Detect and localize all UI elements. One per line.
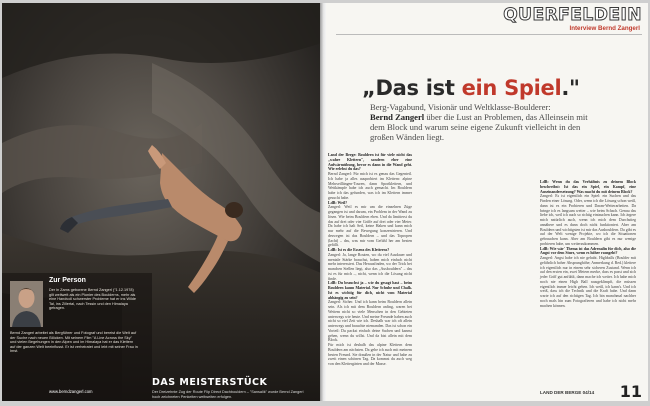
deck-line-2: über die Lust an Problemen, das Alleinsein mit dem Block und warum seine eigene Zukunft vielleicht in den großen Wänden liegt. (370, 112, 588, 142)
interview-answer: Zangerl: Ja, lange Routen, wo du viel Ausdauer und mentale Stärke brauchst, haben mich einfach nicht mehr interessiert. Das Herausfinden, wo der Trick bei manchen Stellen liegt, also das „Ausbouldern" – das ist es für mich –, nicht, wenn ich die Lösung nicht finde. (328, 252, 412, 281)
interview-answer: Für mich ist deshalb das alpine Klettern dem Bouldern am nächsten. Da gehe ich auch mit meinem besten Freund. Sie draußen in der Natur und habe zu zweit einen schönen Tag. Da kommst du auch weg von den Klettergärten und der Masse. (328, 343, 412, 366)
photo-caption (152, 377, 312, 399)
headline-part-start: „Das ist (362, 76, 462, 100)
deck-name: Bernd Zangerl (370, 112, 425, 122)
article-headline (362, 76, 580, 100)
footer-magazine-issue: LAND DER BERGE 04/14 (540, 390, 595, 395)
headline-part-end: ." (561, 76, 580, 100)
section-header (500, 3, 646, 33)
deck-line-1: Berg-Vagabund, Visionär und Weltklasse-Boulderer: (370, 102, 551, 112)
interview-answer: Bernd Zangerl: Für mich ist es genau das Gegenteil. Ich habe ja alles ausprobiert im Klettern: alpine Mehrseillängen-Touren, dann Sportklettern, und Wettkämpfe habe ich auch gemacht. Im Bouldern habe ich das gefunden, was ich im Klettern immer gesucht habe. (328, 172, 412, 200)
caption-title: DAS MEISTERSTÜCK (152, 377, 268, 388)
interview-column-1 (328, 153, 412, 367)
header-rule (336, 34, 642, 35)
bio-title: Zur Person (49, 277, 86, 284)
section-subtitle: Interview Bernd Zangerl (569, 25, 640, 32)
article-deck (370, 102, 602, 142)
bio-box (10, 279, 138, 397)
interview-question: LdB: Wenn du das Verhältnis zu deinem Block beschreibst: Ist das ein Spiel, ein Kampf, eine Auseinandersetzung? Was macht du mit deinem Block? (540, 180, 636, 194)
bio-portrait-photo (10, 281, 43, 327)
bio-text-body: Bernd Zangerl arbeitet als Bergführer und Fotograf und bereist die Welt auf der Suche nach neuen Blöcken. Mit seinem Film "A Line Across the Sky" und vielen Begehungen in den Alpen und im Himalaya hat er das Klettern auf der ganzen Welt beeinflusst. Er ist verheiratet und lebt mit seiner Frau in Imst. (10, 331, 138, 354)
headline-highlight: ein Spiel (461, 76, 562, 100)
interview-answer: Zangerl: Sicher. Und ich kann beim Bouldern allein sein. Als ich mit dem Bouldern anfing, waren bei Weitem nicht so viele Menschen in den Gebieten unterwegs wie heute. Und meine Freunde haben auch nicht so viel Zeit wie ich. Deshalb war ich oft allein unterwegs und brauchte niemanden. Das ist schon ein Vorteil: Du packst einfach deine Sachen und kannst gehen, wenn du willst. Und da bist allein mit dem Block. (328, 300, 412, 343)
page-footer (540, 384, 644, 400)
interview-answer: Zangerl: Es ist eigentlich ein Spiel: ein Suchen und das Finden einer Lösung. Oder, wenn ich die Lösung schon weiß, dann ist es ein Probieren und Daran-Weiterarbeiten. Da bringe ich es langsam weiter – wie beim Schach. Genau das liebe ich, weil ich auch so richtig eintauchen kann. Ich ärgere mich natürlich auch, wenn ich mich dem Durchstieg annähere und es dann doch nicht funktioniert. Aber am Bouldern und wichtigsten ist mir das Ausbouldern. Da gibt es auf der Welt wenige Projekte, wo ich die Situationen gebrauchen kann. Aber am Bouldern gibt es nur wenige probieren habe, um weiterzukommen. (540, 194, 636, 246)
right-page-interview (326, 3, 648, 401)
bio-website-link[interactable]: www.berndzangerl.com (49, 389, 93, 394)
left-page-photo-page (2, 3, 321, 401)
interview-question: LdB: Weil? (328, 200, 348, 205)
caption-text: Der Dreizehnte Zug der Route Flip Direct Dachbouldern – "Sansalik" wurde Bernd Zangerl hoch zeichneten Penkeiten weltweiten erfolgen. (152, 390, 304, 399)
interview-answer: Zangerl: Weil es mir um die einzelnen Züge gegangen ist und darum, ein Problem in der Wand zu lösen. Wie beim Bouldern eben. Und da limitierst du das auf drei oder vier Griffe auf drei oder vier Meter. Da habe ich halt Seil, keine Haken und kann mich nur mehr auf die Bewegung konzentrieren. Und deswegen ist das Bouldern – und das Topropen (lacht) – das, was mir vom Gefühl her am besten gefällt. (328, 205, 412, 248)
interview-question: LdB: Wie wär' Thema ist das Adrenalin für dich, also die Angst vor dem Sturz, wenn es höher rausgeht? (540, 246, 636, 256)
page-number: 11 (619, 382, 642, 401)
interview-answer: Zangerl: Angst habe ich nie gehabt. Highballs (Boulder mit gefährlich hoher Absprunghöhe; Anmerkung d. Red.) klettere ich eigentlich nur in einem sehr sicheren Zustand. Wenn ich auf den ersten ein, zwei Metern merke, dass es passt und sich jeder Griff gut anfühlt, dann mache ich weiter. Ich habe mich noch nie einen High Ball rausgeklimpft, die müssen eigentlich immer leicht gehen. Ich weiß, ich kann's. Und ich weiß, dass ich die Technik und die Kraft habe. Und dann warte ich auf den richtigen Tag. Ich bin manchmal nachher noch mals hin zum Fotografieren und habe ich nicht mehr machen können. (540, 256, 636, 308)
interview-question: LdB: Ist es die Essenz des Kletterns? (328, 248, 390, 252)
interview-question: LdB: Du brauchst ja – wie du gesagt hast – beim Bouldern kaum Material. Nur Schuhe und Chalk. Ist es wichtig für dich, nicht vom Material abhängig zu sein? (328, 281, 412, 300)
section-title: QUERFELDEIN (503, 5, 642, 25)
interview-column-2 (540, 180, 636, 308)
bio-text-intro: Der in Zams geborene Bernd Zangerl ("1.12.1978) gilt weltweit als ein Pionier des Boulderns, mehr als eine Handvoll schwerster Probleme hat er ins Wilde Tal, ins Zillertal, nach Tessin und den Himalaya getragen. (49, 288, 136, 311)
interview-question: Land der Berge: Bouldern ist für viele nicht das „wahre Klettern", sondern eher eine Aufwärmübung, bevor es dann in die Wand geht. Wie erlebst du das? (328, 153, 412, 172)
